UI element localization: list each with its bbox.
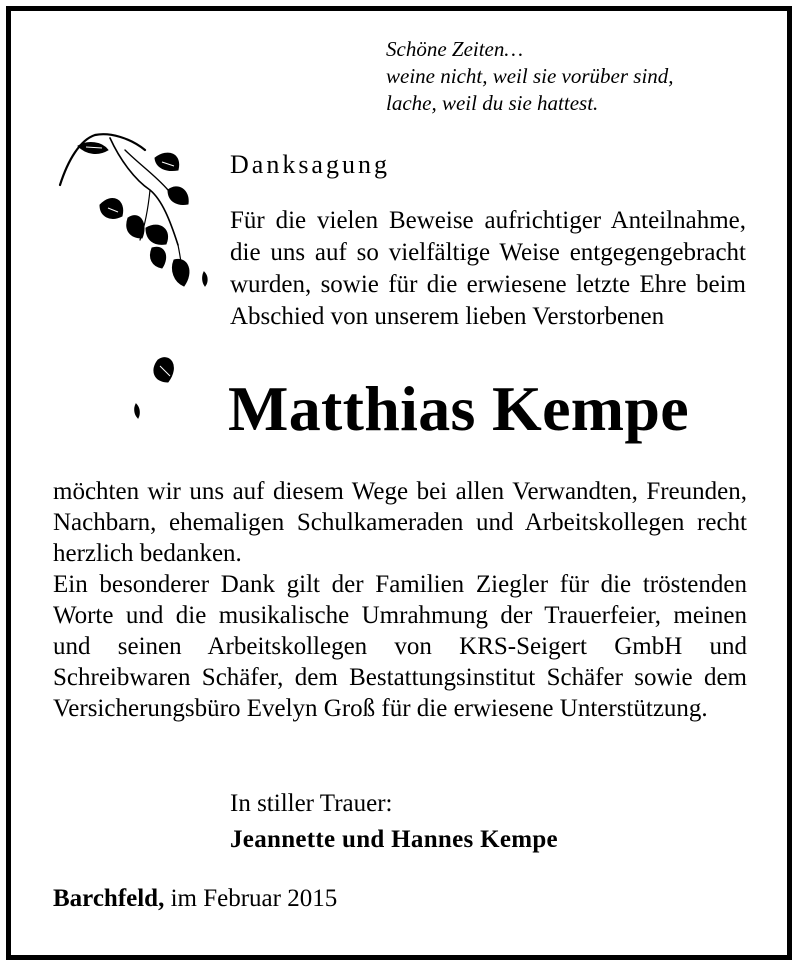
place-date [53,885,337,913]
intro-paragraph: Für die vielen Beweise aufrichtiger Anteilnahme, die uns auf so vielfältige Weise entgegengebracht wurden, sowie für die erwiesene letzte Ehre beim Abschied von unserem lieben Verstorbenen [230,207,746,330]
thanks-paragraph: möchten wir uns auf diesem Wege bei allen Verwandten, Freunden, Nachbarn, ehemaligen Schulkameraden und Arbeitskollegen recht herzlich bedanken. [53,478,747,567]
motto-line: Schöne Zeiten… [386,37,524,61]
place: Barchfeld, [53,885,165,912]
motto-line: lache, weil du sie hattest. [386,91,599,115]
birch-branch-icon [50,120,230,420]
body-text [53,476,747,724]
closing-line: In stiller Trauer: [230,790,393,817]
signers: Jeannette und Hannes Kempe [230,826,558,853]
notice-heading: Danksagung [230,150,390,179]
date: im Februar 2015 [170,885,338,912]
motto-line: weine nicht, weil sie vorüber sind, [386,64,674,88]
motto [386,36,674,117]
deceased-name: Matthias Kempe [228,373,690,444]
special-thanks-paragraph: Ein besonderer Dank gilt der Familien Ziegler für die tröstenden Worte und die musikalische Umrahmung der Trauerfeier, meinen und seinen Arbeitskollegen von KRS-Seigert GmbH und Schreibwaren Schäfer, dem Bestattungsinstitut Schäfer sowie dem Versicherungsbüro Evelyn Groß für die erwiesene Unterstützung. [53,571,747,722]
